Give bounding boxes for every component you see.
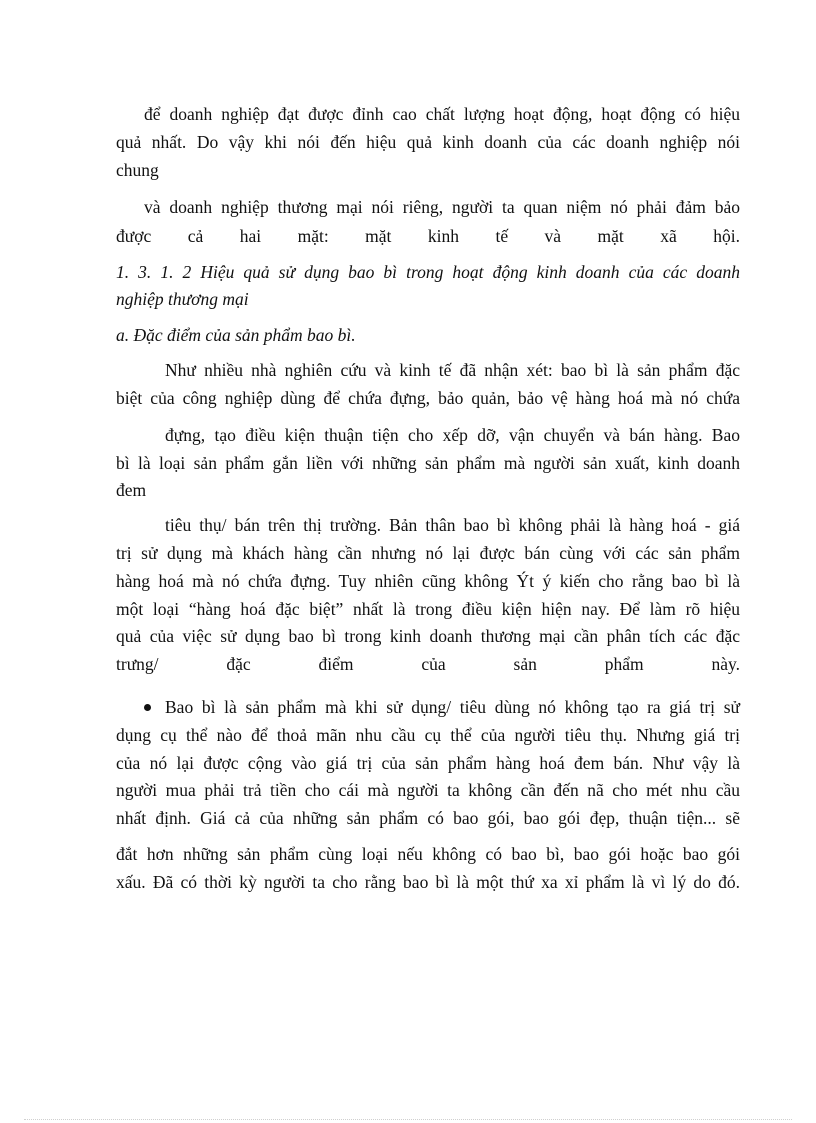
page-bottom-divider bbox=[24, 1119, 792, 1120]
subsection-heading: a. Đặc điểm của sản phẩm bao bì. bbox=[116, 325, 356, 345]
text-line: một loại “hàng hoá đặc biệt” nhất là trong điều kiện hiện nay. Để làm rõ hiệu bbox=[116, 599, 740, 619]
text-line: hàng hoá mà nó chứa đựng. Tuy nhiên cũng không Ýt ý kiến cho rằng bao bì là bbox=[116, 571, 740, 591]
text-line: biệt của công nghiệp dùng để chứa đựng, bảo quản, bảo vệ hàng hoá mà nó chứa bbox=[116, 388, 740, 408]
list-item-line: nhất định. Giá cả của những sản phẩm có bao gói, bao gói đẹp, thuận tiện... sẽ bbox=[116, 808, 740, 828]
text-line: được cả hai mặt: mặt kinh tế và mặt xã hội. bbox=[116, 226, 740, 246]
text-line: tiêu thụ/ bán trên thị trường. Bản thân bao bì không phải là hàng hoá - giá bbox=[165, 515, 740, 535]
section-heading: nghiệp thương mại bbox=[116, 289, 249, 309]
text-line: và doanh nghiệp thương mại nói riêng, người ta quan niệm nó phải đảm bảo bbox=[144, 197, 740, 217]
text-line: để doanh nghiệp đạt được đỉnh cao chất lượng hoạt động, hoạt động có hiệu bbox=[144, 104, 740, 124]
text-line: quả nhất. Do vậy khi nói đến hiệu quả kinh doanh của các doanh nghiệp nói bbox=[116, 132, 740, 152]
text-line: bì là loại sản phẩm gắn liền với những sản phẩm mà người sản xuất, kinh doanh bbox=[116, 453, 740, 473]
text-line: Như nhiều nhà nghiên cứu và kinh tế đã nhận xét: bao bì là sản phẩm đặc bbox=[165, 360, 740, 380]
list-item-line: Bao bì là sản phẩm mà khi sử dụng/ tiêu dùng nó không tạo ra giá trị sử bbox=[165, 697, 740, 717]
text-line: đựng, tạo điều kiện thuận tiện cho xếp dỡ, vận chuyển và bán hàng. Bao bbox=[165, 425, 740, 445]
list-item-line: dụng cụ thể nào để thoả mãn nhu cầu cụ thể của người tiêu thụ. Nhưng giá trị bbox=[116, 725, 740, 745]
text-line: trị sử dụng mà khách hàng cần nhưng nó lại được bán cùng với các sản phẩm bbox=[116, 543, 740, 563]
list-item-line: người mua phải trả tiền cho cái mà người ta không cần đến nã cho mét nhu cầu bbox=[116, 780, 740, 800]
text-line: đem bbox=[116, 480, 147, 500]
list-item-line: xấu. Đã có thời kỳ người ta cho rằng bao bì là một thứ xa xỉ phẩm là vì lý do đó. bbox=[116, 872, 740, 892]
section-heading: 1. 3. 1. 2 Hiệu quả sử dụng bao bì trong hoạt động kinh doanh của các doanh bbox=[116, 262, 740, 282]
text-line: chung bbox=[116, 160, 159, 180]
list-item-line: đắt hơn những sản phẩm cùng loại nếu không có bao bì, bao gói hoặc bao gói bbox=[116, 844, 740, 864]
list-item-line: của nó lại được cộng vào giá trị của sản phẩm hàng hoá đem bán. Như vậy là bbox=[116, 753, 740, 773]
text-line: quả của việc sử dụng bao bì trong kinh doanh thương mại cần phân tích các đặc bbox=[116, 626, 740, 646]
text-line: trưng/ đặc điểm của sản phẩm này. bbox=[116, 654, 740, 674]
bullet-icon bbox=[144, 704, 151, 711]
